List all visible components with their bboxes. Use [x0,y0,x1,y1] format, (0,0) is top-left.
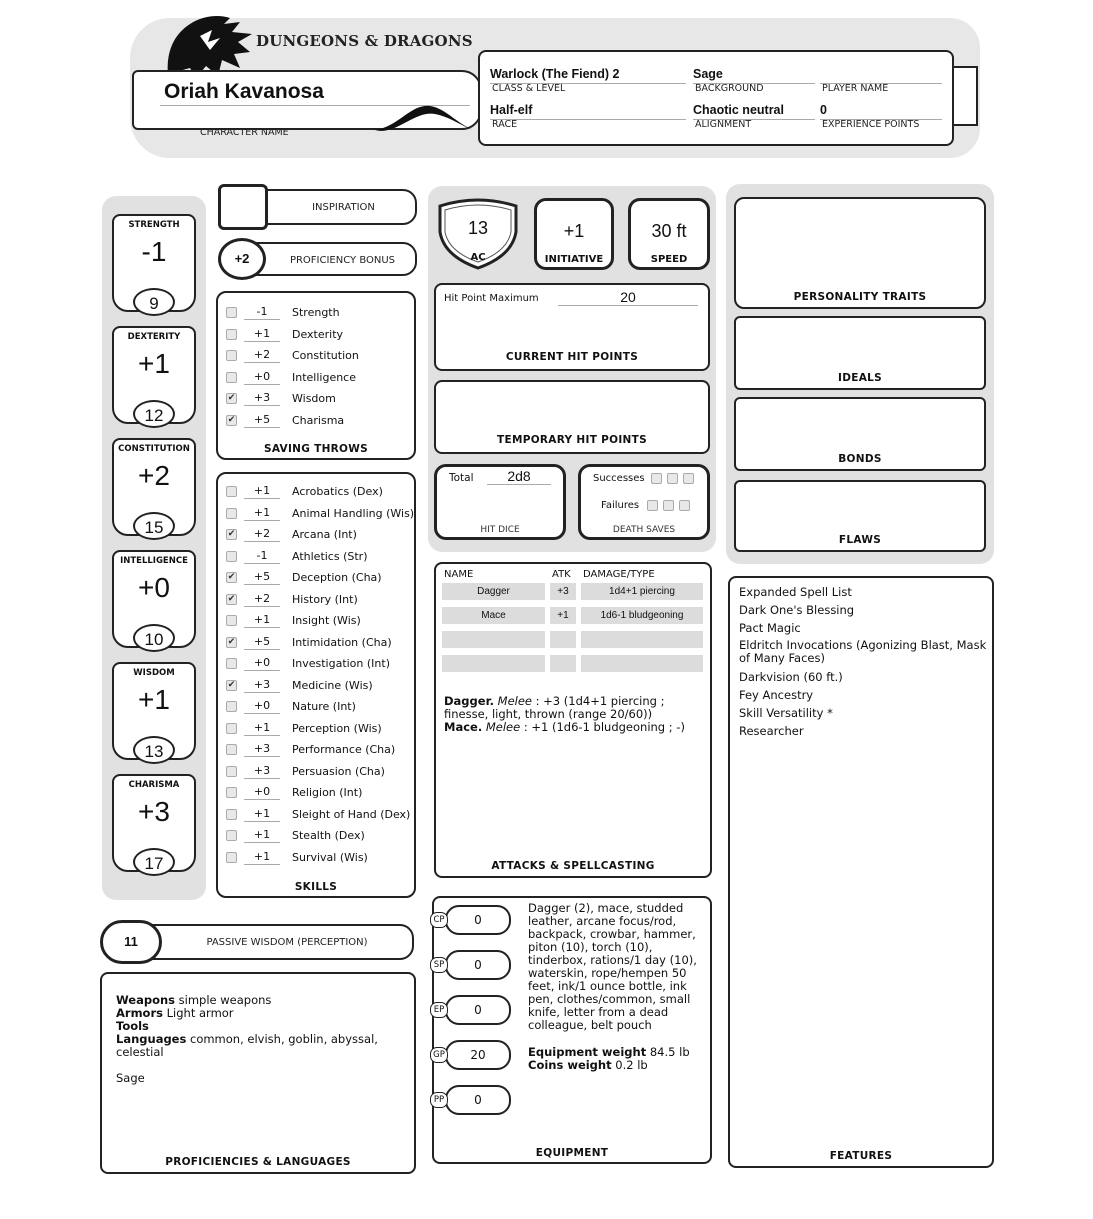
attacks-panel [434,562,712,878]
saving-throw-value[interactable]: -1 [244,305,280,320]
ability-intelligence [112,550,196,648]
skill-value[interactable]: +2 [244,592,280,607]
attack-damage-cell[interactable]: 1d6-1 bludgeoning [581,607,703,624]
player-name-label: PLAYER NAME [822,83,889,94]
failure-checkbox-1[interactable] [647,500,658,511]
attack-bonus-cell[interactable] [550,655,576,672]
coin-gp-field[interactable]: 20 [445,1040,511,1070]
proficiency-checkbox[interactable] [226,766,237,777]
proficiency-checkbox[interactable] [226,701,237,712]
attack-bonus-cell[interactable]: +1 [550,607,576,624]
proficiencies-title: PROFICIENCIES & LANGUAGES [165,1156,351,1168]
inspiration-label: INSPIRATION [312,202,375,213]
proficiency-checkbox[interactable]: ✔ [227,414,236,425]
banner-tail-icon [375,100,475,140]
feature-item: Expanded Spell List [739,585,852,599]
brand-logo-text: DUNGEONS & DRAGONS [256,32,473,50]
languages-value: common, elvish, goblin, abyssal, celestial [116,1032,378,1059]
attack-damage-cell[interactable] [581,631,703,648]
skills-panel [216,472,416,898]
ability-name: CONSTITUTION [118,444,190,454]
tools-label: Tools [116,1019,149,1033]
background-label: BACKGROUND [695,83,764,94]
proficiency-checkbox[interactable] [226,723,237,734]
success-checkbox-3[interactable] [683,473,694,484]
speed-box [628,198,710,270]
attack-name-cell[interactable]: Mace [442,607,545,624]
attack-bonus-cell[interactable]: +3 [550,583,576,600]
proficiency-checkbox[interactable]: ✔ [227,572,236,582]
saving-throw-value[interactable]: +3 [244,391,280,406]
attack-name-cell[interactable] [442,655,545,672]
skill-name: Survival (Wis) [292,850,368,864]
equipment-list: Dagger (2), mace, studded leather, arcane focus/rod, backpack, crowbar, hammer, piton (10), torch (10), tinderbox, rations/1 day (10), waterskin, rope/hempen 50 feet, ink/1 ounce bottle, ink pen, clothes/common, small knife, letter from a dead colleague, belt pouch [528,901,697,1032]
proficiency-checkbox[interactable] [226,350,237,361]
proficiency-checkbox[interactable] [226,658,237,669]
proficiency-checkbox[interactable] [226,830,237,841]
success-checkbox-1[interactable] [651,473,662,484]
proficiency-checkbox[interactable]: ✔ [227,593,236,604]
ability-name: INTELLIGENCE [120,556,188,566]
skill-row [218,848,418,869]
flaws-title: FLAWS [838,534,882,546]
successes-label: Successes [593,473,645,484]
temporary-hit-points-title: TEMPORARY HIT POINTS [497,434,647,446]
race-field[interactable]: Half-elf [490,103,533,117]
bonds-title: BONDS [838,453,882,465]
initiative-value[interactable]: +1 [563,221,585,241]
hit-point-maximum-label: Hit Point Maximum [444,293,539,304]
coin-pp-label: PP [430,1092,448,1108]
skill-value[interactable]: +1 [244,807,280,822]
feature-item: Researcher [739,724,804,738]
ability-score[interactable]: 9 [133,288,175,316]
current-hit-points-box [434,283,710,371]
proficiency-checkbox[interactable] [226,787,237,798]
features-panel [728,576,994,1168]
ability-modifier[interactable]: +1 [138,684,170,715]
ability-dexterity [112,326,196,424]
skill-value[interactable]: +1 [244,506,280,521]
ability-score[interactable]: 10 [133,624,175,652]
saving-throw-name: Constitution [292,349,359,362]
equipment-weights [528,1046,704,1072]
coin-ep-field[interactable]: 0 [445,995,511,1025]
proficiency-checkbox[interactable] [226,329,237,340]
proficiency-checkbox[interactable]: ✔ [227,636,236,647]
proficiency-checkbox[interactable] [226,852,237,863]
skill-row [218,740,418,761]
saving-throw-row [218,325,418,346]
skills-title: SKILLS [294,881,338,893]
skill-value[interactable]: +3 [244,678,280,693]
skill-value[interactable]: +0 [244,699,280,714]
equipment-weight-value: 84.5 lb [649,1045,690,1059]
feature-item: Darkvision (60 ft.) [739,670,843,684]
attack-damage-cell[interactable]: 1d4+1 piercing [581,583,703,600]
skill-row [218,590,418,611]
class-level-label: CLASS & LEVEL [492,83,566,94]
feature-item: Pact Magic [739,621,801,635]
armor-class-label: AC [470,252,486,263]
ability-name: WISDOM [133,668,175,678]
initiative-label: INITIATIVE [544,254,604,265]
skill-value[interactable]: +1 [244,613,280,628]
saving-throw-row [218,389,418,410]
skill-row [218,654,418,675]
skill-name: Sleight of Hand (Dex) [292,807,411,821]
skill-name: Insight (Wis) [292,614,361,627]
attack-note-name: Mace. [444,720,483,734]
armor-class-value[interactable]: 13 [467,218,489,238]
skill-value[interactable]: +1 [244,721,280,736]
proficiency-checkbox[interactable]: ✔ [227,393,236,403]
success-checkbox-2[interactable] [667,473,678,484]
banner-right-tab [954,66,978,126]
coins-weight-label: Coins weight [528,1058,612,1072]
saving-throw-name: Charisma [292,413,345,427]
skill-value[interactable]: +5 [244,635,280,650]
ability-modifier[interactable]: -1 [141,236,167,267]
weapons-label: Weapons [116,993,175,1007]
skill-row [218,826,418,847]
skill-name: Persuasion (Cha) [292,764,385,778]
attack-note-text: : +3 (1d4+1 piercing ; finesse, light, thrown (range 20/60)) [444,694,665,721]
proficiency-checkbox[interactable] [226,744,237,755]
saving-throws-title: SAVING THROWS [263,443,369,455]
skill-name: Performance (Cha) [292,743,396,756]
skill-name: Stealth (Dex) [292,829,365,842]
death-saves-title: DEATH SAVES [612,525,676,535]
proficiency-checkbox[interactable]: ✔ [227,679,236,690]
personality-traits-box [734,197,986,309]
coin-sp-field[interactable]: 0 [445,950,511,980]
proficiency-checkbox[interactable] [226,486,237,497]
features-title: FEATURES [829,1150,893,1162]
skill-name: Deception (Cha) [292,571,382,584]
proficiency-checkbox[interactable]: ✔ [227,529,236,539]
ideals-box [734,316,986,390]
skill-value[interactable]: +0 [244,785,280,800]
attack-note-text: : +1 (1d6-1 bludgeoning ; -) [520,720,685,734]
alignment-label: ALIGNMENT [695,119,752,130]
feature-item: Eldritch Invocations (Agonizing Blast, Mask of Many Faces) [739,638,987,665]
saving-throw-value[interactable]: +2 [244,348,280,363]
attack-note-dagger [444,695,704,721]
skill-name: Animal Handling (Wis) [292,506,415,520]
skill-name: History (Int) [292,592,358,606]
proficiency-checkbox[interactable] [226,615,237,626]
attack-name-cell[interactable] [442,631,545,648]
skill-name: Perception (Wis) [292,721,382,735]
skill-row [218,547,418,568]
character-name-label: CHARACTER NAME [200,127,289,138]
ability-modifier[interactable]: +1 [138,348,170,379]
coin-ep-label: EP [430,1002,448,1018]
personality-traits-title: PERSONALITY TRAITS [793,291,927,303]
ability-charisma [112,774,196,872]
armors-label: Armors [116,1006,163,1020]
passive-wisdom-label: PASSIVE WISDOM (PERCEPTION) [206,937,368,948]
skill-row [218,805,418,826]
skill-value[interactable]: +1 [244,484,280,499]
character-info-box [478,50,954,146]
coin-cp-label: CP [430,912,448,928]
saving-throw-name: Wisdom [292,392,336,405]
attack-damage-cell[interactable] [581,655,703,672]
coin-cp-field[interactable]: 0 [445,905,511,935]
failures-label: Failures [601,500,640,511]
flaws-box [734,480,986,552]
attack-bonus-cell[interactable] [550,631,576,648]
proficiency-bonus-label: PROFICIENCY BONUS [289,255,396,266]
race-label: RACE [492,119,518,130]
attack-note-type: Melee [497,694,532,708]
ability-name: CHARISMA [128,780,180,790]
alignment-field[interactable]: Chaotic neutral [693,103,784,117]
skill-value[interactable]: +0 [244,656,280,671]
skill-name: Medicine (Wis) [292,678,373,692]
skill-row [218,676,418,697]
proficiencies-panel [100,972,416,1174]
saving-throw-name: Dexterity [292,327,344,341]
skill-row [218,633,418,654]
proficiency-checkbox[interactable] [226,307,237,318]
saving-throw-row [218,303,418,324]
failure-checkbox-2[interactable] [663,500,674,511]
temporary-hit-points-box [434,380,710,454]
ability-modifier[interactable]: +2 [138,460,170,491]
attack-header-atk: ATK [552,569,571,580]
attack-note-type: Melee [485,720,521,734]
skill-name: Arcana (Int) [292,528,357,541]
hit-dice-title: HIT DICE [480,525,520,535]
failure-checkbox-3[interactable] [679,500,690,511]
ability-name: STRENGTH [128,220,180,230]
current-hit-points-title: CURRENT HIT POINTS [505,351,639,363]
attacks-title: ATTACKS & SPELLCASTING [491,860,655,872]
attack-name-cell[interactable]: Dagger [442,583,545,600]
skill-row [218,762,418,783]
hit-dice-total-value[interactable]: 2d8 [487,468,551,485]
hit-dice-box [434,464,566,540]
saving-throw-name: Strength [292,306,340,319]
ability-score[interactable]: 17 [133,848,175,876]
initiative-box [534,198,614,270]
ability-constitution [112,438,196,536]
bonds-box [734,397,986,471]
saving-throws-panel [216,291,416,460]
saving-throw-value[interactable]: +5 [244,413,280,428]
hit-point-maximum-value[interactable]: 20 [558,289,698,306]
inspiration-field[interactable] [218,184,268,230]
skill-value[interactable]: +1 [244,828,280,843]
ability-modifier[interactable]: +3 [138,796,170,827]
saving-throw-row [218,411,418,432]
skill-row [218,719,418,740]
hit-dice-total-label: Total [449,472,474,484]
skill-row [218,697,418,718]
ability-score[interactable]: 15 [133,512,175,540]
coin-sp-label: SP [430,957,448,973]
skill-name: Nature (Int) [292,700,356,713]
ability-score[interactable]: 12 [133,400,175,428]
ability-strength [112,214,196,312]
ability-score[interactable]: 13 [133,736,175,764]
coins-weight-value: 0.2 lb [615,1058,648,1072]
skill-value[interactable]: -1 [244,549,280,564]
proficiency-checkbox[interactable] [226,372,237,383]
attack-notes [444,695,704,734]
proficiencies-text [116,994,396,1085]
experience-points-label: EXPERIENCE POINTS [822,119,920,130]
ideals-title: IDEALS [838,372,882,384]
speed-value[interactable]: 30 ft [651,221,687,241]
class-level-field[interactable]: Warlock (The Fiend) 2 [490,67,620,81]
speed-label: SPEED [650,254,688,265]
skill-name: Intimidation (Cha) [292,635,392,649]
attack-note-name: Dagger. [444,694,494,708]
weapons-value: simple weapons [178,993,272,1007]
saving-throw-value[interactable]: +1 [244,327,280,342]
background-field[interactable]: Sage [693,67,723,81]
ability-name: DEXTERITY [127,332,181,342]
proficiencies-extra: Sage [116,1071,145,1085]
skill-name: Acrobatics (Dex) [292,485,383,498]
skill-row [218,504,418,525]
proficiency-checkbox[interactable] [226,809,237,820]
equipment-panel [432,896,712,1164]
saving-throw-name: Intelligence [292,370,357,384]
skill-value[interactable]: +3 [244,742,280,757]
equipment-weight-label: Equipment weight [528,1045,647,1059]
skill-row [218,525,418,546]
race-underline [490,119,686,120]
skill-value[interactable]: +5 [244,570,280,585]
experience-points-field[interactable]: 0 [820,103,827,117]
equipment-title: EQUIPMENT [535,1147,609,1159]
skill-value[interactable]: +3 [244,764,280,779]
skill-value[interactable]: +2 [244,527,280,542]
saving-throw-value[interactable]: +0 [244,370,280,385]
character-name-field[interactable]: Oriah Kavanosa [164,80,324,103]
passive-wisdom-field[interactable]: 11 [100,920,162,964]
ability-wisdom [112,662,196,760]
attack-note-mace [444,721,704,734]
skill-name: Religion (Int) [292,786,363,799]
skill-name: Athletics (Str) [292,549,368,563]
proficiency-checkbox[interactable] [226,551,237,562]
attack-header-damage: DAMAGE/TYPE [583,569,655,580]
saving-throw-row [218,346,418,367]
languages-label: Languages [116,1032,187,1046]
skill-row [218,482,418,503]
coin-gp-label: GP [430,1047,448,1063]
skill-row [218,568,418,589]
proficiency-bonus-field[interactable]: +2 [218,238,266,280]
death-saves-box [578,464,710,540]
proficiency-checkbox[interactable] [226,508,237,519]
skill-name: Investigation (Int) [292,657,390,670]
ability-modifier[interactable]: +0 [138,572,170,603]
feature-item: Skill Versatility * [739,706,833,720]
attack-header-name: NAME [444,569,474,580]
skill-row [218,611,418,632]
skill-value[interactable]: +1 [244,850,280,865]
saving-throw-row [218,368,418,389]
feature-item: Dark One's Blessing [739,603,855,617]
feature-item: Fey Ancestry [739,688,814,702]
coin-pp-field[interactable]: 0 [445,1085,511,1115]
skill-row [218,783,418,804]
armors-value: Light armor [166,1006,234,1020]
